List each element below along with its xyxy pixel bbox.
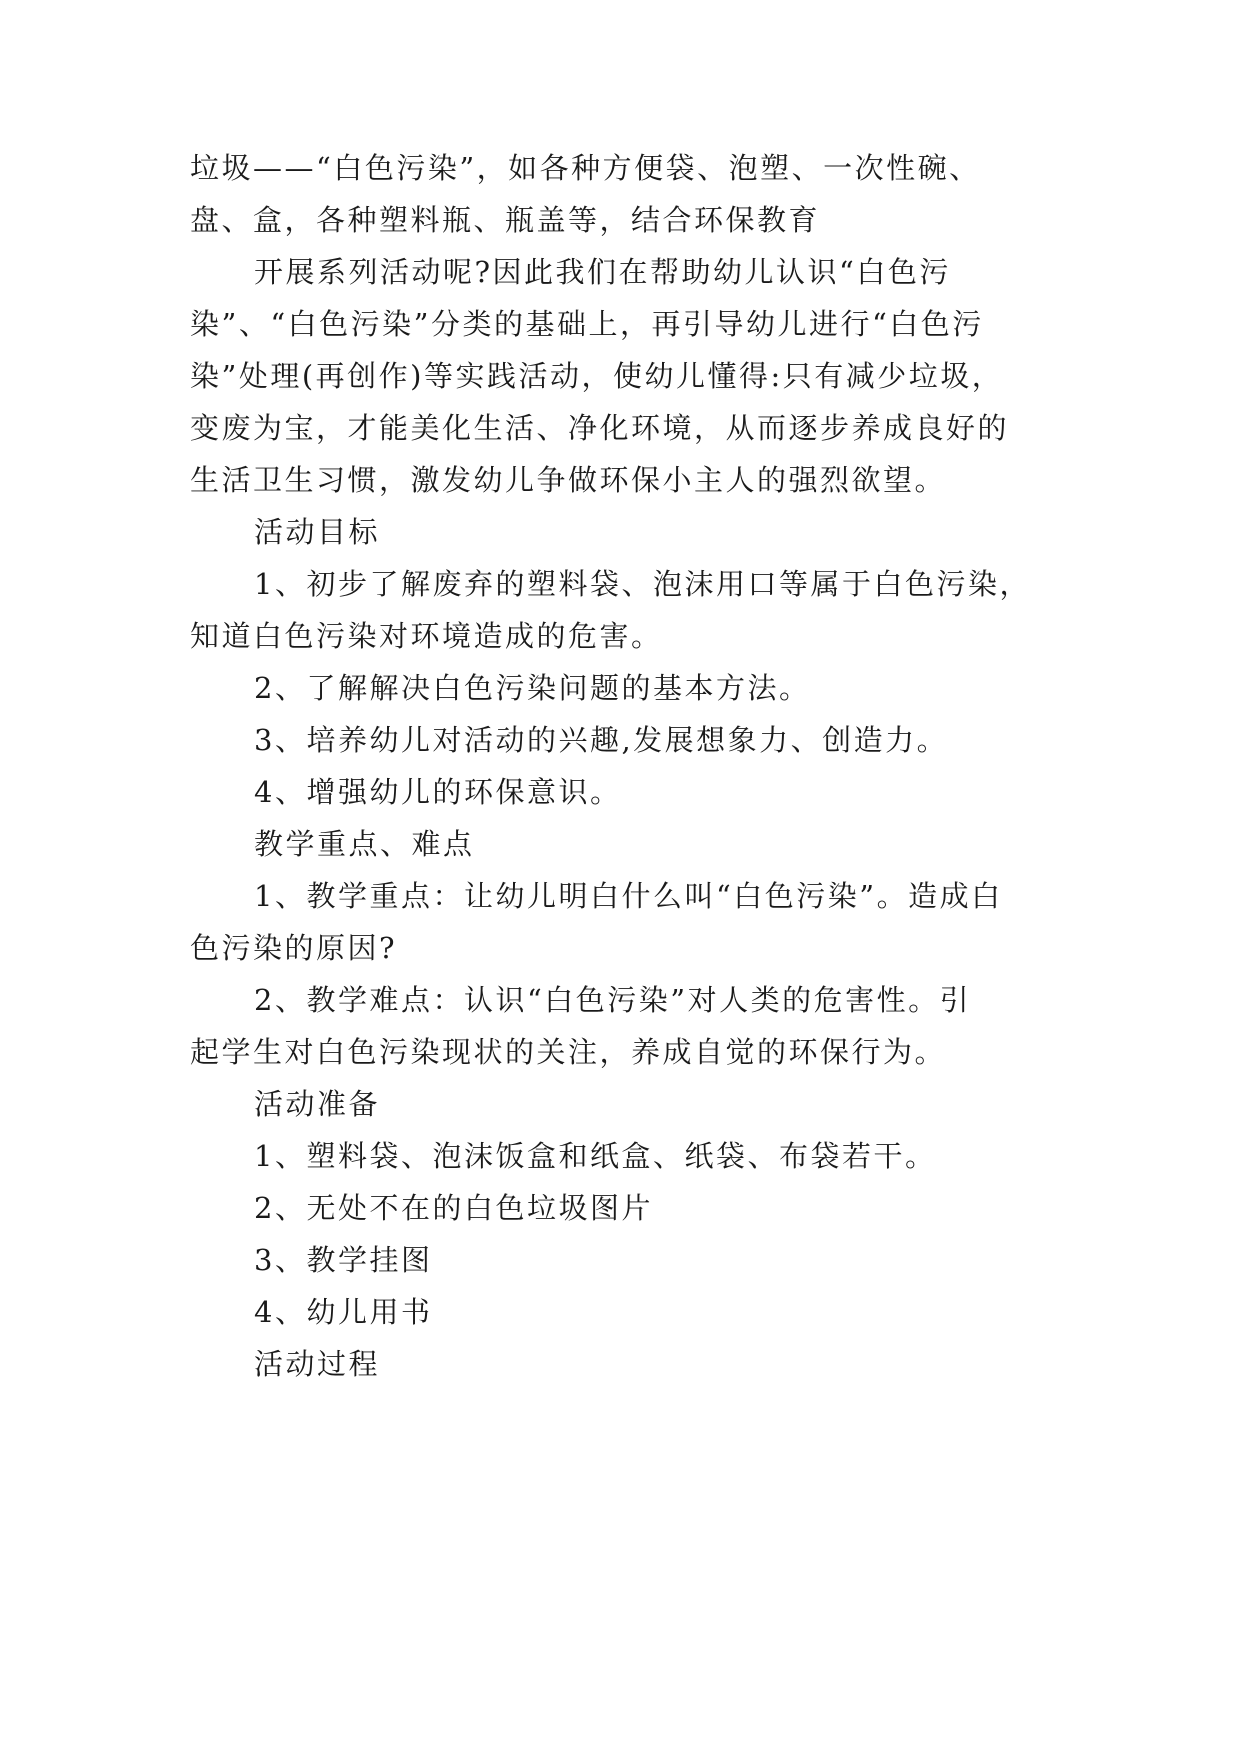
section-heading: 活动准备	[254, 1087, 381, 1121]
section-heading: 活动过程	[254, 1347, 381, 1381]
text-line: 知道白色污染对环境造成的危害。	[190, 619, 663, 653]
section-heading: 活动目标	[254, 515, 381, 549]
text-line: 生活卫生习惯，激发幼儿争做环保小主人的强烈欲望。	[190, 463, 947, 497]
text-line: 垃圾——“白色污染”，如各种方便袋、泡塑、一次性碗、	[190, 151, 981, 185]
text-line: 盘、盒，各种塑料瓶、瓶盖等，结合环保教育	[190, 203, 821, 237]
text-line: 开展系列活动呢?因此我们在帮助幼儿认识“白色污	[254, 255, 951, 289]
text-line: 变废为宝，才能美化生活、净化环境，从而逐步养成良好的	[190, 411, 1010, 445]
text-line: 3、教学挂图	[254, 1243, 433, 1277]
text-line: 2、教学难点：认识“白色污染”对人类的危害性。引	[254, 983, 972, 1017]
text-line: 4、增强幼儿的环保意识。	[254, 775, 622, 809]
section-heading: 教学重点、难点	[254, 827, 475, 861]
text-line: 染”处理(再创作)等实践活动，使幼儿懂得:只有减少垃圾，	[190, 359, 1004, 393]
text-line: 1、塑料袋、泡沫饭盒和纸盒、纸袋、布袋若干。	[254, 1139, 937, 1173]
text-line: 起学生对白色污染现状的关注，养成自觉的环保行为。	[190, 1035, 947, 1069]
text-line: 染”、“白色污染”分类的基础上，再引导幼儿进行“白色污	[190, 307, 984, 341]
text-line: 2、了解解决白色污染问题的基本方法。	[254, 671, 811, 705]
text-line: 2、无处不在的白色垃圾图片	[254, 1191, 653, 1225]
text-line: 1、初步了解废弃的塑料袋、泡沫用口等属于白色污染，	[254, 567, 1031, 601]
text-line: 1、教学重点：让幼儿明白什么叫“白色污染”。造成白	[254, 879, 1003, 913]
text-line: 4、幼儿用书	[254, 1295, 433, 1329]
text-line: 3、培养幼儿对活动的兴趣,发展想象力、创造力。	[254, 723, 949, 757]
text-line: 色污染的原因?	[190, 931, 398, 965]
